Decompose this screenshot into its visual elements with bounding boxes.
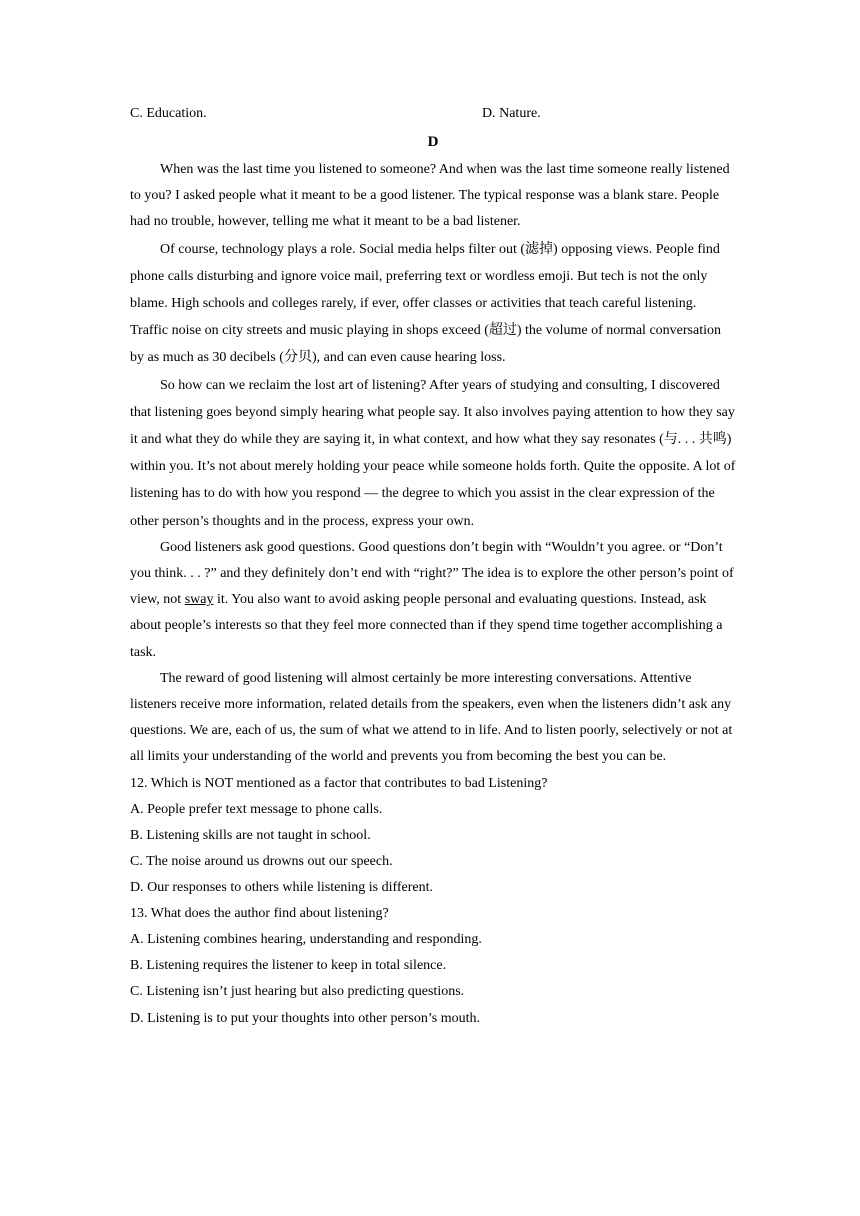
previous-question-options xyxy=(130,101,736,127)
answer-option-b: B. Listening skills are not taught in school. xyxy=(130,827,371,843)
passage-paragraph-3: So how can we reclaim the lost art of listening? After years of studying and consulting, I discovered that listening goes beyond simply hearing what people say. It also involves paying attention to how they say it and what they do while they are saying it, in what context, and how what they say resonates (与. . . 共鸣) within you. It’s not about merely holding your peace while someone holds forth. Quite the opposite. A lot of listening has to do with how you respond — the degree to which you assist in the clear expression of the other person’s thoughts and in the process, express your own. xyxy=(130,377,736,529)
passage-paragraph-1: When was the last time you listened to someone? And when was the last time someone really listened to you? I asked people what it meant to be a good listener. The typical response was a blank stare. People had no trouble, however, telling me what it meant to be a bad listener. xyxy=(130,162,730,230)
answer-option-d: D. Our responses to others while listening is different. xyxy=(130,880,434,896)
answer-option-a: A. Listening combines hearing, understanding and responding. xyxy=(130,932,482,948)
passage-paragraph-4 xyxy=(130,535,736,666)
option-c: C. Education. xyxy=(130,106,207,121)
question-stem: 13. What does the author find about listening? xyxy=(130,906,389,922)
passage-paragraph-2: Of course, technology plays a role. Social media helps filter out (滤掉) opposing views. People find phone calls disturbing and ignore voice mail, preferring text or wordless emoji. But tech is not the only blame. High schools and colleges rarely, if ever, offer classes or activities that teach careful listening. Traffic noise on city streets and music playing in shops exceed (超过) the volume of normal conversation by as much as 30 decibels (分贝), and can even cause hearing loss. xyxy=(130,241,721,366)
document-page xyxy=(130,101,736,1032)
answer-option-a: A. People prefer text message to phone calls. xyxy=(130,801,383,817)
question-stem: 12. Which is NOT mentioned as a factor that contributes to bad Listening? xyxy=(130,775,548,791)
question-13 xyxy=(130,901,736,1031)
underlined-word: sway xyxy=(184,592,214,608)
section-heading: D xyxy=(427,134,439,150)
answer-option-c: C. Listening isn’t just hearing but also predicting questions. xyxy=(130,984,465,1000)
passage-paragraph-5: The reward of good listening will almost certainly be more interesting conversations. Attentive listeners receive more information, related details from the speakers, even when the listeners didn’t ask any questions. We are, each of us, the sum of what we attend to in life. And to listen poorly, selectively or not at all limits your understanding of the world and prevents you from becoming the best you can be. xyxy=(130,670,733,765)
option-d: D. Nature. xyxy=(482,106,541,121)
answer-option-c: C. The noise around us drowns out our speech. xyxy=(130,853,393,869)
answer-option-d: D. Listening is to put your thoughts into other person’s mouth. xyxy=(130,1010,480,1026)
paragraph-4-text-after: it. You also want to avoid asking people personal and evaluating questions. Instead, ask about people’s interests so that they feel more connected than if they spend time together accomplishing a task. xyxy=(130,592,723,660)
paragraph-4-text-before: Good listeners ask good questions. Good questions don’t begin with “Wouldn’t you agree. or “Don’t you think. . . ?” and they definitely don’t end with “right?” The idea is to explore the other person’s point of view, not xyxy=(130,539,734,608)
answer-option-b: B. Listening requires the listener to keep in total silence. xyxy=(130,958,447,974)
question-12 xyxy=(130,771,736,901)
